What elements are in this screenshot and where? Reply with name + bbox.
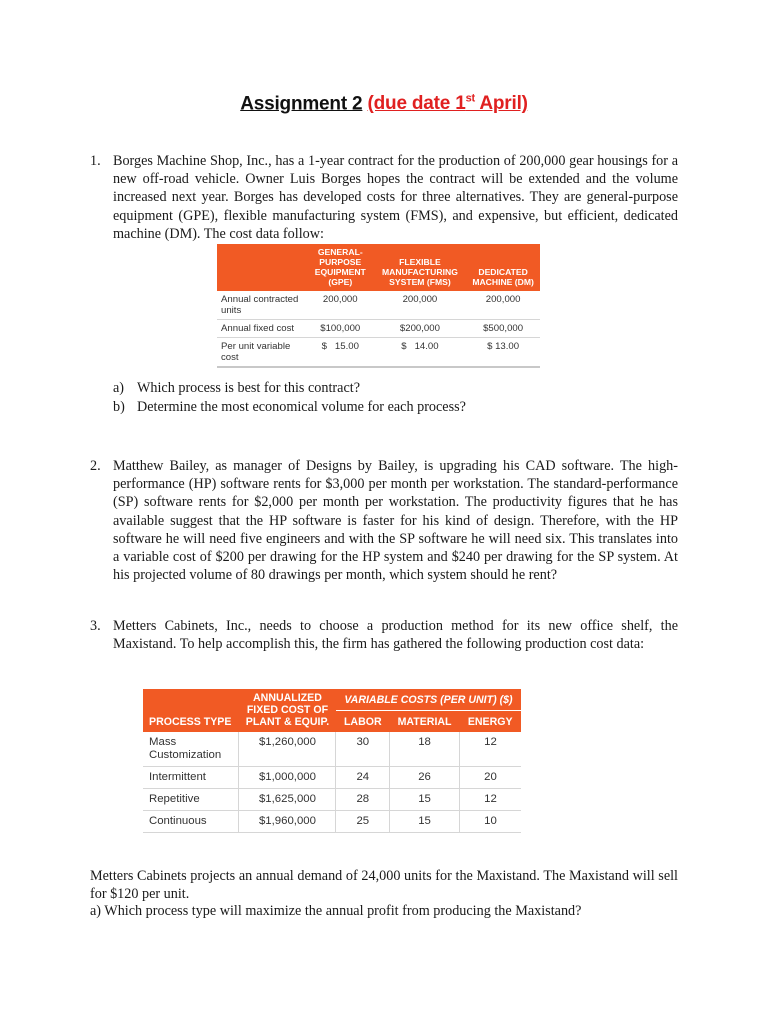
table-cell: Intermittent <box>143 767 239 789</box>
question-2 <box>90 457 678 584</box>
subpart-text: Which process is best for this contract? <box>137 380 360 396</box>
table-cell: Annual contracted units <box>217 291 307 320</box>
table-header: GENERAL-PURPOSE EQUIPMENT (GPE) <box>307 244 374 291</box>
table-cell: $500,000 <box>466 320 540 338</box>
cost-table-2 <box>143 689 521 833</box>
table-cell: $ 15.00 <box>307 338 374 368</box>
question-number: 1. <box>90 153 101 169</box>
question-1-subparts <box>113 379 466 416</box>
question-1 <box>90 152 678 243</box>
title-due-date: (due date 1st April) <box>367 93 528 115</box>
table-row <box>217 320 540 338</box>
table-cell: 12 <box>459 789 521 811</box>
table-cell: 200,000 <box>307 291 374 320</box>
table-cell: 24 <box>336 767 390 789</box>
table-cell: $1,260,000 <box>239 732 336 767</box>
table-cell: 12 <box>459 732 521 767</box>
question-3-followup <box>90 868 678 921</box>
table-cell: 26 <box>390 767 460 789</box>
table-cell: 20 <box>459 767 521 789</box>
table-row <box>217 338 540 368</box>
table-header: DEDICATED MACHINE (DM) <box>466 244 540 291</box>
table-header-blank <box>217 244 307 291</box>
followup-text: Metters Cabinets projects an annual demand of 24,000 units for the Maxistand. The Maxistand will sell for $120 per unit. <box>90 868 678 902</box>
table-cell: Per unit variable cost <box>217 338 307 368</box>
table-header: LABOR <box>336 711 390 733</box>
table-cell: $100,000 <box>307 320 374 338</box>
table-cell: 25 <box>336 811 390 833</box>
subpart-label: a) <box>113 380 125 396</box>
table-header: FLEXIBLE MANUFACTURING SYSTEM (FMS) <box>374 244 467 291</box>
table-row <box>143 811 521 833</box>
subpart-a <box>113 379 466 398</box>
question-3 <box>90 617 678 653</box>
table-cell: 30 <box>336 732 390 767</box>
table-cell: Annual fixed cost <box>217 320 307 338</box>
table-cell: Continuous <box>143 811 239 833</box>
table-cell: $ 14.00 <box>374 338 467 368</box>
table-cell: 18 <box>390 732 460 767</box>
table-header: MATERIAL <box>390 711 460 733</box>
table-cell: $ 13.00 <box>466 338 540 368</box>
table-cell: Mass Customization <box>143 732 239 767</box>
table-header: ENERGY <box>459 711 521 733</box>
table-cell: 10 <box>459 811 521 833</box>
table-header: PROCESS TYPE <box>143 689 239 732</box>
subpart-b <box>113 398 466 417</box>
question-number: 2. <box>90 458 101 474</box>
question-text: Metters Cabinets, Inc., needs to choose a production method for its new office shelf, the Maxistand. To help accomplish this, the firm has gathered the following production cost data: <box>113 618 678 653</box>
cost-table-1 <box>217 244 540 368</box>
question-text: Matthew Bailey, as manager of Designs by Bailey, is upgrading his CAD software. The high-performance (HP) software rents for $3,000 per month per workstation. The standard-performance (SP) software rents for $2,000 per month per workstation. The productivity figures that he has available suggest that the HP software is faster for his kind of design. Therefore, with the HP software he will need five engineers and with the SP software he will need six. This translates into a variable cost of $200 per drawing for the HP system and $240 per drawing for the SP system. At his projected volume of 80 drawings per month, which system should he rent? <box>113 458 678 584</box>
table-header-variable-costs: VARIABLE COSTS (PER UNIT) ($) <box>336 689 521 711</box>
table-cell: 200,000 <box>466 291 540 320</box>
table-cell: $1,960,000 <box>239 811 336 833</box>
table-cell: 200,000 <box>374 291 467 320</box>
title-main: Assignment 2 <box>240 93 363 115</box>
table-header: ANNUALIZED FIXED COST OF PLANT & EQUIP. <box>239 689 336 732</box>
table-row <box>143 767 521 789</box>
table-row <box>217 291 540 320</box>
table-cell: 15 <box>390 811 460 833</box>
table-cell: $1,000,000 <box>239 767 336 789</box>
table-row <box>143 789 521 811</box>
question-text: Borges Machine Shop, Inc., has a 1-year contract for the production of 200,000 gear housings for a new off-road vehicle. Owner Luis Borges hopes the contract will be extended and the volume increased next year. Borges has developed costs for three alternatives. They are general-purpose equipment (GPE), flexible manufacturing system (FMS), and expensive, but efficient, dedicated machine (DM). The cost data follow: <box>113 153 678 242</box>
table-row <box>143 732 521 767</box>
table-cell: $200,000 <box>374 320 467 338</box>
table-cell: 15 <box>390 789 460 811</box>
subpart-text: Determine the most economical volume for each process? <box>137 398 466 415</box>
question-number: 3. <box>90 618 101 634</box>
table-cell: Repetitive <box>143 789 239 811</box>
table-cell: $1,625,000 <box>239 789 336 811</box>
table-cell: 28 <box>336 789 390 811</box>
followup-question: a) Which process type will maximize the annual profit from producing the Maxistand? <box>90 903 582 919</box>
page-title <box>0 93 768 115</box>
subpart-label: b) <box>113 398 125 415</box>
